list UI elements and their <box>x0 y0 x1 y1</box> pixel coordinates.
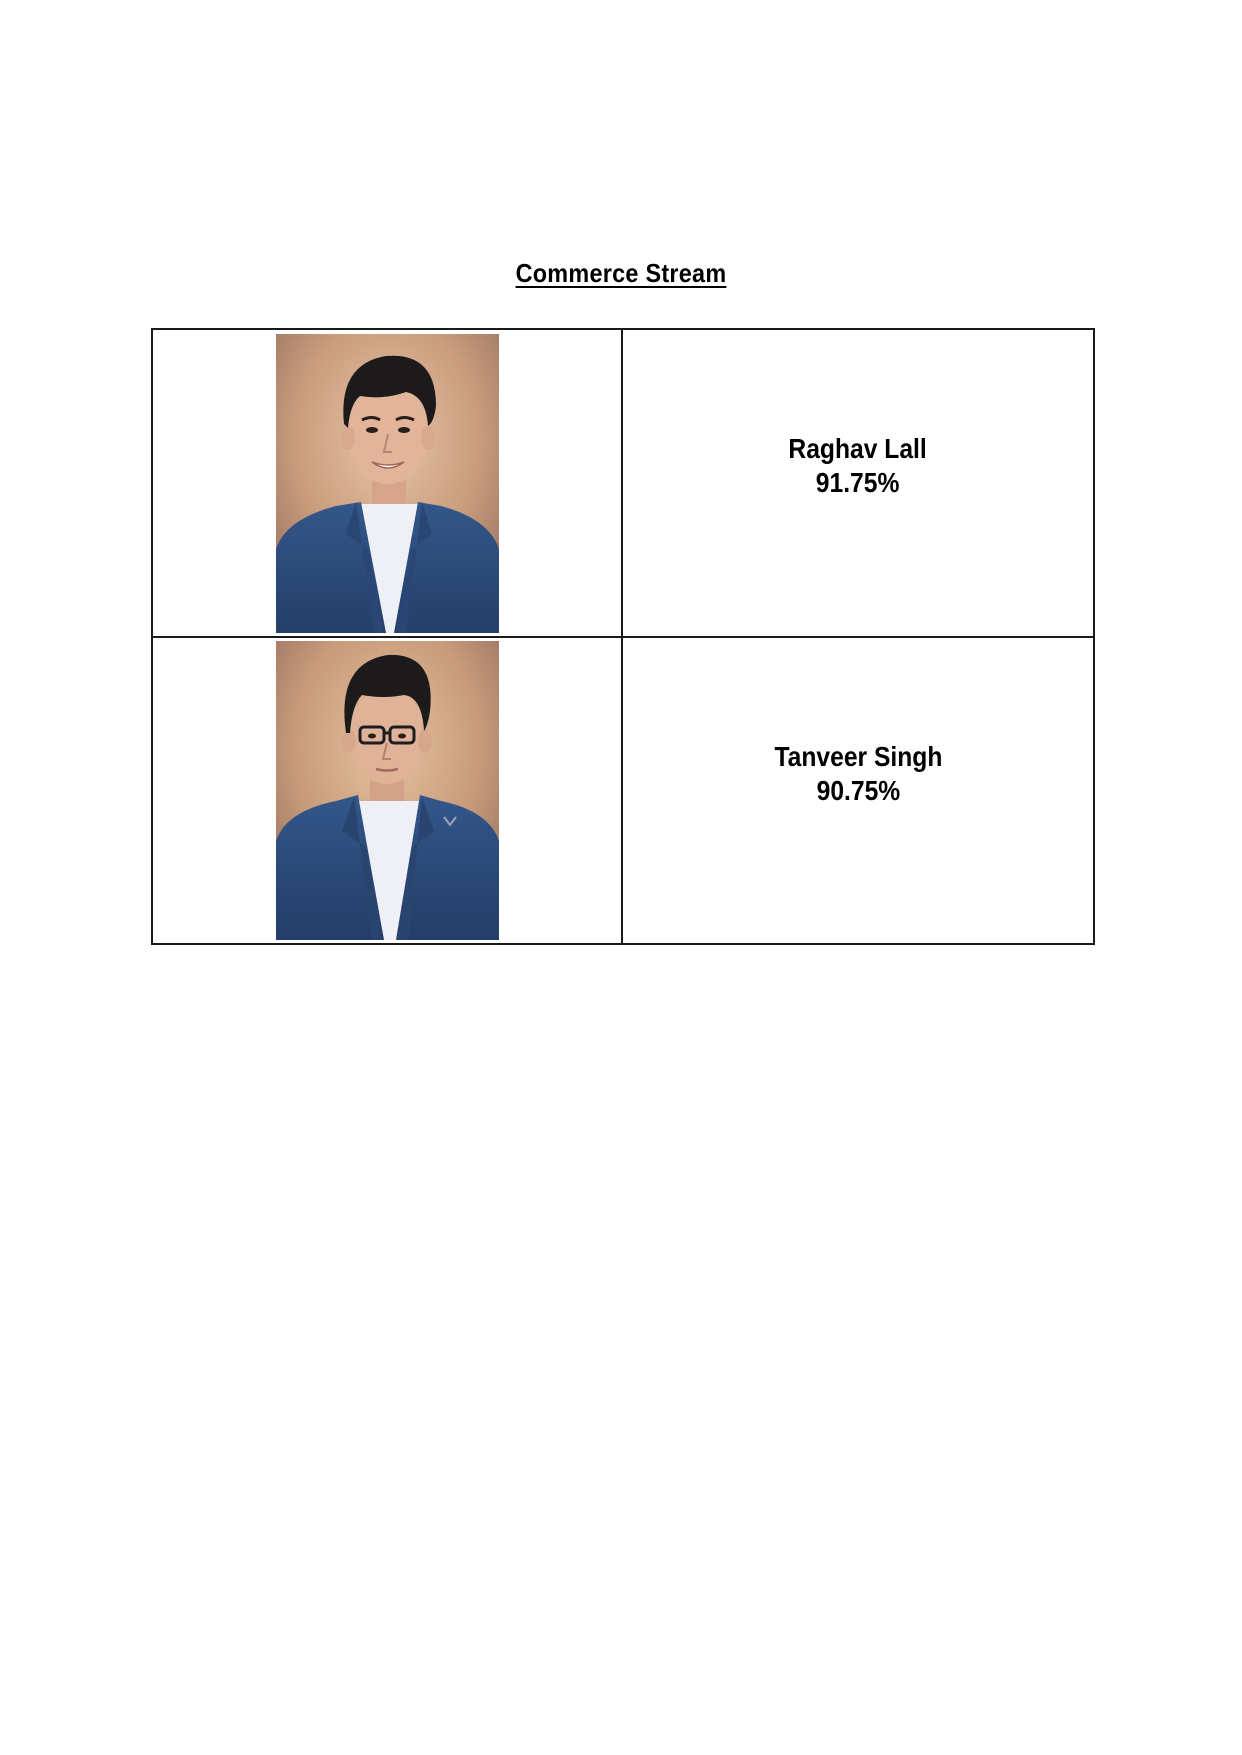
student-info-cell <box>622 637 1094 944</box>
student-photo <box>276 334 499 633</box>
student-photo <box>276 641 499 940</box>
student-score: 90.75% <box>816 774 900 806</box>
student-name: Raghav Lall <box>788 433 928 464</box>
portrait-image <box>276 334 499 633</box>
portrait-image <box>276 641 499 940</box>
photo-cell <box>152 329 622 637</box>
student-name: Tanveer Singh <box>774 740 942 772</box>
student-info-cell <box>622 329 1094 637</box>
student-score: 91.75% <box>816 467 900 498</box>
photo-cell <box>152 637 622 944</box>
page-title: Commerce Stream <box>515 258 727 288</box>
table-row <box>152 329 1094 637</box>
results-table <box>151 328 1095 945</box>
table-row <box>152 637 1094 944</box>
